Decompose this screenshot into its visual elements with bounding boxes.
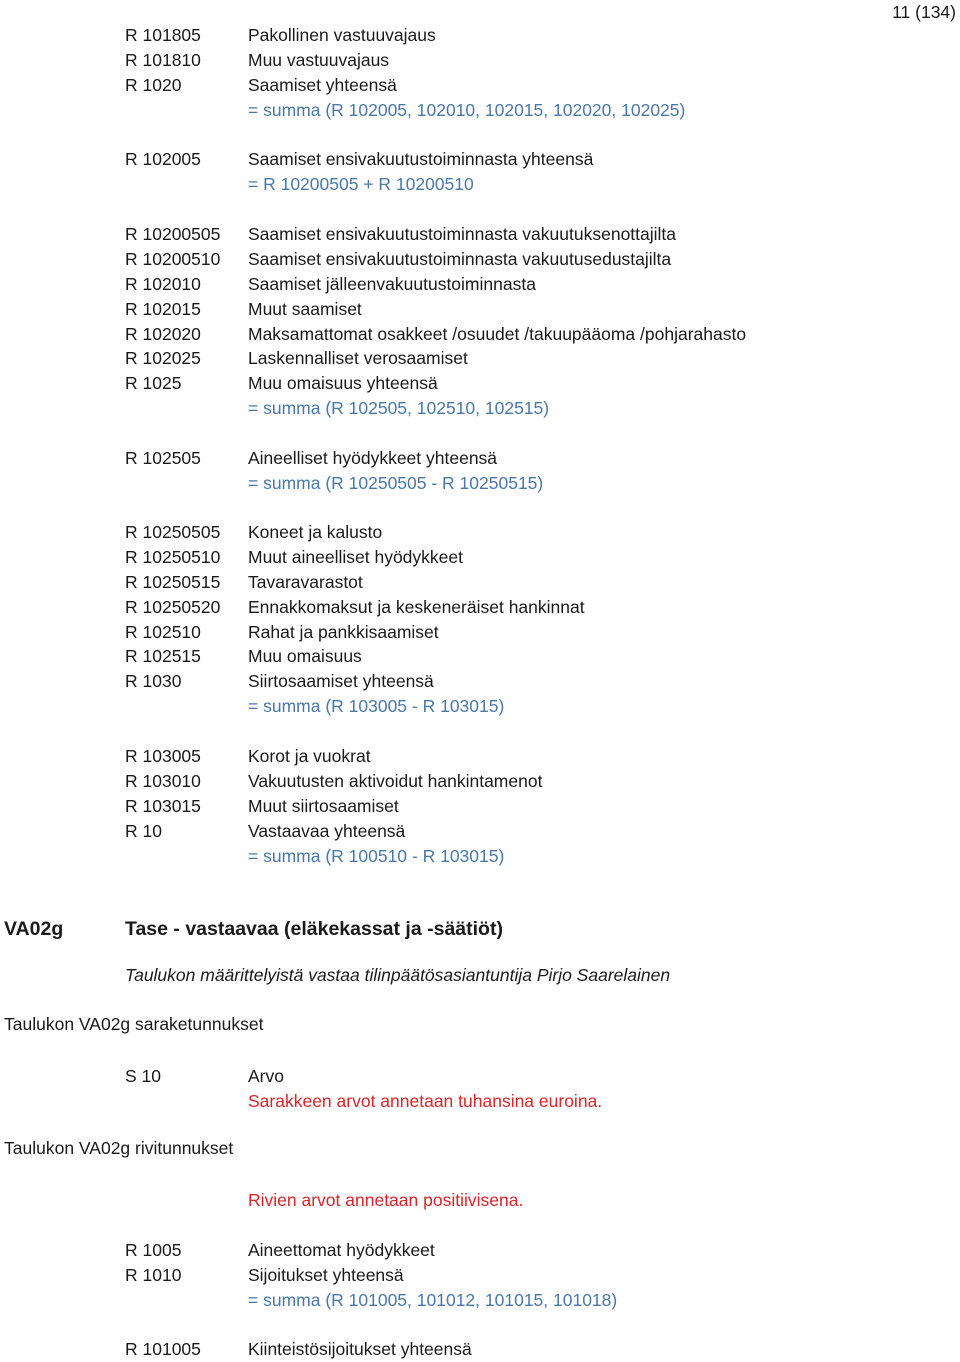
- account-row: [0, 446, 960, 471]
- row-code: R 10200510: [125, 248, 221, 269]
- account-row: [0, 222, 960, 247]
- row-code: R 1005: [125, 1240, 182, 1260]
- row-code: R 1010: [125, 1264, 182, 1285]
- row-label: Muu omaisuus yhteensä: [248, 373, 438, 394]
- row-code: R 10: [125, 820, 162, 841]
- block-6: [0, 744, 960, 868]
- row-label: Rahat ja pankkisaamiset: [248, 621, 439, 642]
- row-code: R 1030: [125, 671, 182, 692]
- row-label: Aineettomat hyödykkeet: [248, 1240, 435, 1260]
- account-row: [0, 48, 960, 73]
- formula-row: [0, 172, 960, 197]
- row-label: Vakuutusten aktivoidut hankintamenot: [248, 770, 543, 791]
- account-row: [0, 371, 960, 396]
- row-label: Muu omaisuus: [248, 646, 362, 667]
- row-label: Pakollinen vastuuvajaus: [248, 25, 436, 45]
- account-row: [0, 322, 960, 347]
- account-row: [0, 794, 960, 819]
- row-code: R 10250515: [125, 571, 221, 592]
- account-row: [0, 669, 960, 694]
- row-formula: = summa (R 102005, 102010, 102015, 102020, 102025): [248, 99, 686, 120]
- row-code: R 10250510: [125, 546, 221, 567]
- account-row: [0, 1263, 960, 1288]
- account-row: [0, 595, 960, 620]
- row-label: Korot ja vuokrat: [248, 746, 371, 766]
- row-label: Koneet ja kalusto: [248, 522, 383, 542]
- account-row: [0, 620, 960, 645]
- column-unit-note: Sarakkeen arvot annetaan tuhansina euroina.: [248, 1090, 603, 1111]
- account-row: [0, 570, 960, 595]
- row-code: R 101005: [125, 1339, 201, 1359]
- row-label: Saamiset ensivakuutustoiminnasta vakuutusedustajilta: [248, 248, 672, 269]
- block-4: [0, 446, 960, 496]
- account-row: [0, 545, 960, 570]
- account-row: [0, 1238, 960, 1263]
- row-label: Sijoitukset yhteensä: [248, 1264, 404, 1285]
- formula-row: [0, 844, 960, 869]
- column-code: S 10: [125, 1066, 161, 1086]
- formula-row: [0, 1288, 960, 1313]
- row-label: Aineelliset hyödykkeet yhteensä: [248, 448, 498, 468]
- row-label: Muut siirtosaamiset: [248, 795, 399, 816]
- row-label: Muu vastuuvajaus: [248, 49, 390, 70]
- row-label: Laskennalliset verosaamiset: [248, 348, 468, 369]
- formula-row: [0, 694, 960, 719]
- row-label: Kiinteistösijoitukset yhteensä: [248, 1339, 472, 1359]
- column-definition: [0, 1064, 960, 1114]
- row-formula: = summa (R 101005, 101012, 101015, 101018): [248, 1289, 618, 1310]
- row-formula: = summa (R 102505, 102510, 102515): [248, 398, 550, 419]
- row-note-line: [0, 1188, 960, 1213]
- row-code: R 102510: [125, 621, 201, 642]
- formula-row: [0, 98, 960, 123]
- formula-row: [0, 471, 960, 496]
- row-label: Saamiset ensivakuutustoiminnasta yhteensä: [248, 149, 594, 169]
- account-row: [0, 744, 960, 769]
- account-row: [0, 346, 960, 371]
- row-label: Saamiset ensivakuutustoiminnasta vakuutuksenottajilta: [248, 224, 677, 244]
- block-1: [0, 23, 960, 123]
- row-code: R 101810: [125, 49, 201, 70]
- row-code: R 101805: [125, 25, 201, 45]
- row-formula: = summa (R 100510 - R 103015): [248, 845, 505, 866]
- row-code: R 102025: [125, 348, 201, 369]
- row-label: Muut saamiset: [248, 298, 362, 319]
- table-responsible-note: Taulukon määrittelyistä vastaa tilinpäätösasiantuntija Pirjo Saarelainen: [125, 965, 671, 985]
- row-code: R 1020: [125, 74, 182, 95]
- row-code: R 102010: [125, 273, 201, 294]
- account-row: [0, 147, 960, 172]
- block-2: [0, 147, 960, 197]
- page-number: 11 (134): [892, 2, 956, 22]
- block-3: [0, 222, 960, 421]
- account-row: [0, 819, 960, 844]
- row-code: R 102005: [125, 149, 201, 169]
- row-code: R 10200505: [125, 224, 221, 244]
- row-code: R 102515: [125, 646, 201, 667]
- block-7: [0, 1238, 960, 1313]
- row-label: Siirtosaamiset yhteensä: [248, 671, 434, 692]
- row-code: R 102015: [125, 298, 201, 319]
- column-label: Arvo: [248, 1066, 284, 1086]
- row-code: R 10250520: [125, 596, 221, 617]
- account-row: [0, 23, 960, 48]
- row-sign-note: Rivien arvot annetaan positiivisena.: [248, 1190, 524, 1210]
- row-label: Saamiset yhteensä: [248, 74, 397, 95]
- account-row: [0, 769, 960, 794]
- row-code: R 103015: [125, 795, 201, 816]
- row-label: Saamiset jälleenvakuutustoiminnasta: [248, 273, 536, 294]
- formula-row: [0, 396, 960, 421]
- row-code: R 10250505: [125, 522, 221, 542]
- block-8: [0, 1337, 960, 1362]
- row-label: Vastaavaa yhteensä: [248, 820, 406, 841]
- table-title: Tase - vastaavaa (eläkekassat ja -säätiöt): [125, 918, 503, 940]
- row-label: Muut aineelliset hyödykkeet: [248, 546, 463, 567]
- account-row: [0, 644, 960, 669]
- row-label: Ennakkomaksut ja keskeneräiset hankinnat: [248, 596, 585, 617]
- account-row: [0, 272, 960, 297]
- account-row: [0, 520, 960, 545]
- row-formula: = summa (R 103005 - R 103015): [248, 696, 505, 717]
- account-row: [0, 297, 960, 322]
- row-code: R 102020: [125, 323, 201, 344]
- row-formula: = R 10200505 + R 10200510: [248, 173, 474, 194]
- row-section-heading: Taulukon VA02g rivitunnukset: [4, 1138, 234, 1158]
- account-row: [0, 1337, 960, 1362]
- account-row: [0, 247, 960, 272]
- row-code: R 1025: [125, 373, 182, 394]
- table-code: VA02g: [4, 918, 64, 940]
- row-code: R 102505: [125, 448, 201, 468]
- row-label: Tavaravarastot: [248, 571, 363, 592]
- column-section-heading: Taulukon VA02g saraketunnukset: [4, 1014, 264, 1034]
- row-label: Maksamattomat osakkeet /osuudet /takuupääoma /pohjarahasto: [248, 323, 747, 344]
- row-code: R 103010: [125, 770, 201, 791]
- account-row: [0, 73, 960, 98]
- row-formula: = summa (R 10250505 - R 10250515): [248, 472, 544, 493]
- row-code: R 103005: [125, 746, 201, 766]
- block-5: [0, 520, 960, 719]
